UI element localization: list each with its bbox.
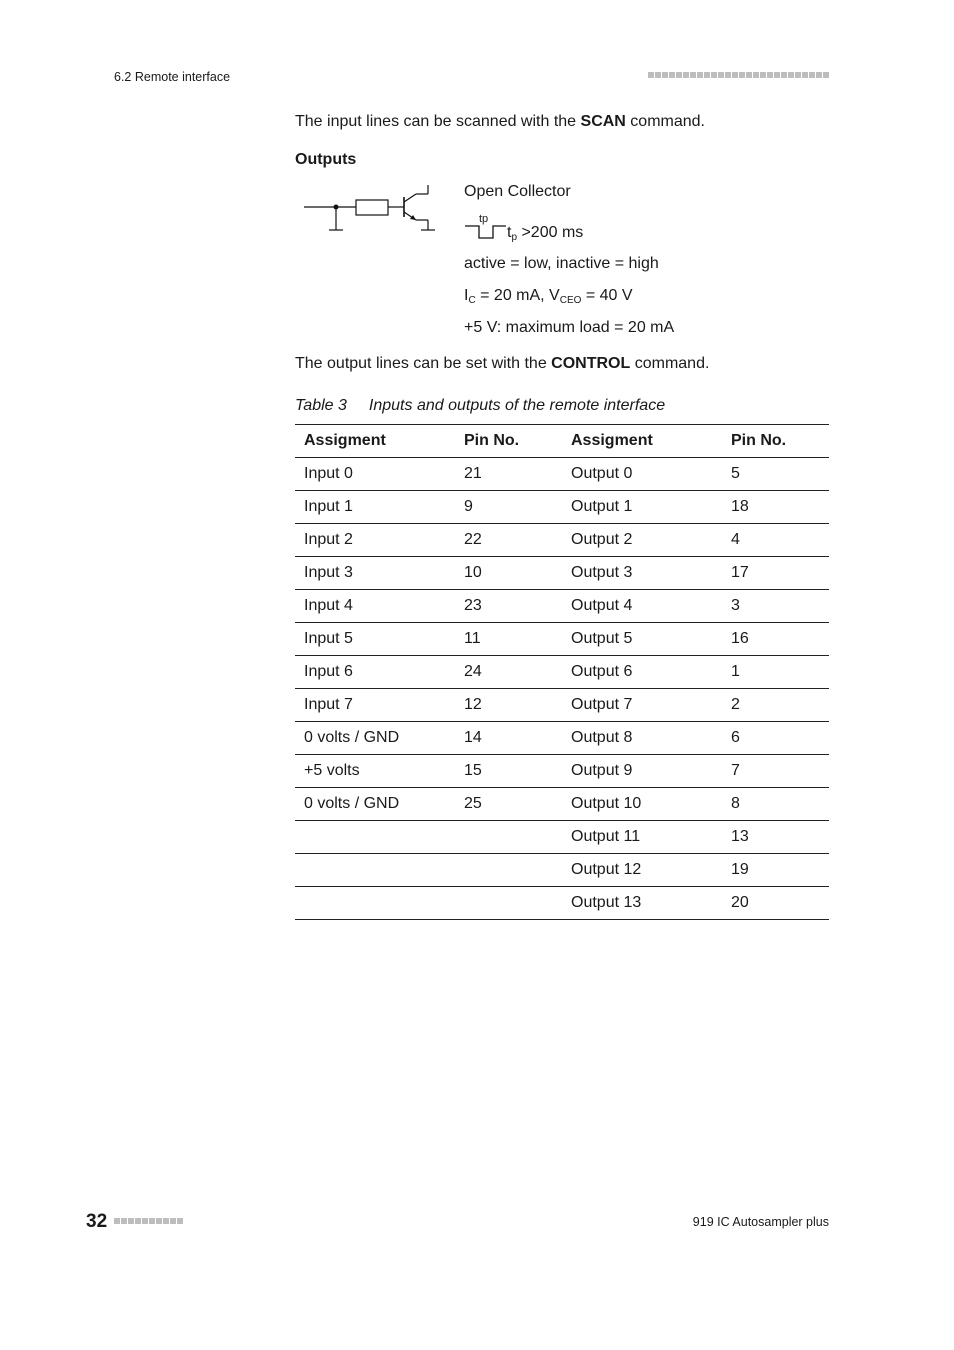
electrical-ratings [464, 287, 633, 305]
cell-input-pin: 21 [455, 458, 562, 491]
cell-input-assignment: Input 2 [295, 524, 455, 557]
cell-input-pin: 15 [455, 755, 562, 788]
cell-output-pin: 6 [722, 722, 829, 755]
cell-input-pin: 24 [455, 656, 562, 689]
cell-output-pin: 16 [722, 623, 829, 656]
footer-decoration-squares [114, 1218, 183, 1224]
table-row [295, 557, 829, 590]
decoration-square [760, 72, 766, 78]
decoration-square [683, 72, 689, 78]
ic-sub: C [468, 295, 476, 306]
cell-output-pin: 4 [722, 524, 829, 557]
cell-output-pin: 18 [722, 491, 829, 524]
decoration-square [648, 72, 654, 78]
control-sentence [295, 355, 709, 373]
table-row [295, 656, 829, 689]
control-sentence-prefix: The output lines can be set with the [295, 355, 552, 372]
table-row [295, 755, 829, 788]
cell-input-assignment [295, 854, 455, 887]
cell-output-assignment: Output 6 [562, 656, 722, 689]
cell-output-assignment: Output 11 [562, 821, 722, 854]
cell-output-pin: 8 [722, 788, 829, 821]
cell-output-pin: 17 [722, 557, 829, 590]
table-row [295, 722, 829, 755]
table-row [295, 689, 829, 722]
decoration-square [732, 72, 738, 78]
decoration-square [704, 72, 710, 78]
decoration-square [156, 1218, 162, 1224]
pulse-symbol-sub: p [511, 232, 518, 243]
cell-output-pin: 5 [722, 458, 829, 491]
cell-output-assignment: Output 0 [562, 458, 722, 491]
scan-sentence-prefix: The input lines can be scanned with the [295, 113, 581, 130]
cell-input-assignment [295, 821, 455, 854]
cell-output-pin: 2 [722, 689, 829, 722]
running-header-section: 6.2 Remote interface [114, 70, 231, 84]
decoration-square [128, 1218, 134, 1224]
cell-input-pin [455, 854, 562, 887]
decoration-square [739, 72, 745, 78]
decoration-square [135, 1218, 141, 1224]
cell-output-assignment: Output 2 [562, 524, 722, 557]
cell-input-pin [455, 887, 562, 920]
decoration-square [669, 72, 675, 78]
cell-output-assignment: Output 4 [562, 590, 722, 623]
cell-input-pin: 9 [455, 491, 562, 524]
cell-input-assignment: 0 volts / GND [295, 788, 455, 821]
cell-input-assignment: 0 volts / GND [295, 722, 455, 755]
decoration-square [177, 1218, 183, 1224]
vceo-value: = 40 V [581, 287, 633, 304]
header-assignment-output: Assigment [562, 425, 722, 458]
cell-input-pin: 22 [455, 524, 562, 557]
cell-output-pin: 3 [722, 590, 829, 623]
table-caption-number: Table 3 [295, 397, 347, 414]
scan-sentence-suffix: command. [625, 113, 705, 130]
table-row [295, 821, 829, 854]
decoration-square [170, 1218, 176, 1224]
table-row [295, 491, 829, 524]
decoration-square [149, 1218, 155, 1224]
decoration-square [163, 1218, 169, 1224]
table-caption-title: Inputs and outputs of the remote interface [368, 397, 666, 414]
cell-output-pin: 7 [722, 755, 829, 788]
cell-input-assignment: Input 7 [295, 689, 455, 722]
output-type: Open Collector [464, 183, 571, 200]
cell-input-pin [455, 821, 562, 854]
cell-output-assignment: Output 3 [562, 557, 722, 590]
table-row [295, 788, 829, 821]
remote-interface-table [295, 424, 829, 920]
table-row [295, 623, 829, 656]
header-pin-input: Pin No. [455, 425, 562, 458]
cell-input-assignment: Input 0 [295, 458, 455, 491]
header-decoration-squares [648, 72, 829, 78]
decoration-square [767, 72, 773, 78]
decoration-square [746, 72, 752, 78]
decoration-square [690, 72, 696, 78]
pulse-label: tp [479, 213, 489, 225]
cell-output-assignment: Output 12 [562, 854, 722, 887]
cell-input-pin: 11 [455, 623, 562, 656]
ic-value: = 20 mA, V [475, 287, 560, 304]
pulse-symbol: t [507, 224, 512, 241]
outputs-heading: Outputs [295, 151, 357, 168]
cell-output-assignment: Output 1 [562, 491, 722, 524]
vceo-sub: CEO [559, 295, 582, 306]
decoration-square [676, 72, 682, 78]
decoration-square [718, 72, 724, 78]
cell-input-pin: 23 [455, 590, 562, 623]
decoration-square [121, 1218, 127, 1224]
cell-output-pin: 1 [722, 656, 829, 689]
decoration-square [816, 72, 822, 78]
table-row [295, 458, 829, 491]
decoration-square [809, 72, 815, 78]
decoration-square [802, 72, 808, 78]
decoration-square [823, 72, 829, 78]
table-row [295, 887, 829, 920]
page-number: 32 [86, 1211, 108, 1232]
pulse-value: >200 ms [517, 224, 584, 241]
cell-output-assignment: Output 10 [562, 788, 722, 821]
ic-symbol: I [464, 287, 469, 304]
cell-input-assignment: Input 5 [295, 623, 455, 656]
decoration-square [753, 72, 759, 78]
cell-input-pin: 12 [455, 689, 562, 722]
header-pin-output: Pin No. [722, 425, 829, 458]
table-row [295, 590, 829, 623]
load-spec: +5 V: maximum load = 20 mA [464, 319, 675, 336]
cell-output-pin: 19 [722, 854, 829, 887]
open-collector-schematic [300, 180, 440, 236]
table-body [295, 458, 829, 920]
cell-input-assignment: +5 volts [295, 755, 455, 788]
decoration-square [114, 1218, 120, 1224]
cell-output-assignment: Output 5 [562, 623, 722, 656]
decoration-square [788, 72, 794, 78]
product-name: 919 IC Autosampler plus [692, 1215, 829, 1229]
pulse-duration [507, 224, 583, 242]
cell-input-pin: 25 [455, 788, 562, 821]
cell-output-assignment: Output 7 [562, 689, 722, 722]
control-sentence-suffix: command. [630, 355, 710, 372]
cell-input-assignment: Input 6 [295, 656, 455, 689]
cell-input-pin: 10 [455, 557, 562, 590]
decoration-square [795, 72, 801, 78]
cell-output-assignment: Output 13 [562, 887, 722, 920]
cell-input-assignment [295, 887, 455, 920]
cell-input-assignment: Input 1 [295, 491, 455, 524]
decoration-square [781, 72, 787, 78]
scan-sentence [295, 113, 705, 131]
cell-output-pin: 20 [722, 887, 829, 920]
cell-input-assignment: Input 4 [295, 590, 455, 623]
table-row [295, 524, 829, 557]
decoration-square [142, 1218, 148, 1224]
table-caption [295, 397, 665, 415]
cell-output-pin: 13 [722, 821, 829, 854]
logic-levels: active = low, inactive = high [464, 255, 659, 272]
decoration-square [697, 72, 703, 78]
table-header-row [295, 425, 829, 458]
cell-output-assignment: Output 9 [562, 755, 722, 788]
decoration-square [774, 72, 780, 78]
decoration-square [662, 72, 668, 78]
decoration-square [711, 72, 717, 78]
cell-input-pin: 14 [455, 722, 562, 755]
cell-output-assignment: Output 8 [562, 722, 722, 755]
cell-input-assignment: Input 3 [295, 557, 455, 590]
table-row [295, 854, 829, 887]
decoration-square [655, 72, 661, 78]
control-command: CONTROL [551, 355, 631, 372]
decoration-square [725, 72, 731, 78]
header-assignment-input: Assigment [295, 425, 455, 458]
scan-command: SCAN [580, 113, 626, 130]
